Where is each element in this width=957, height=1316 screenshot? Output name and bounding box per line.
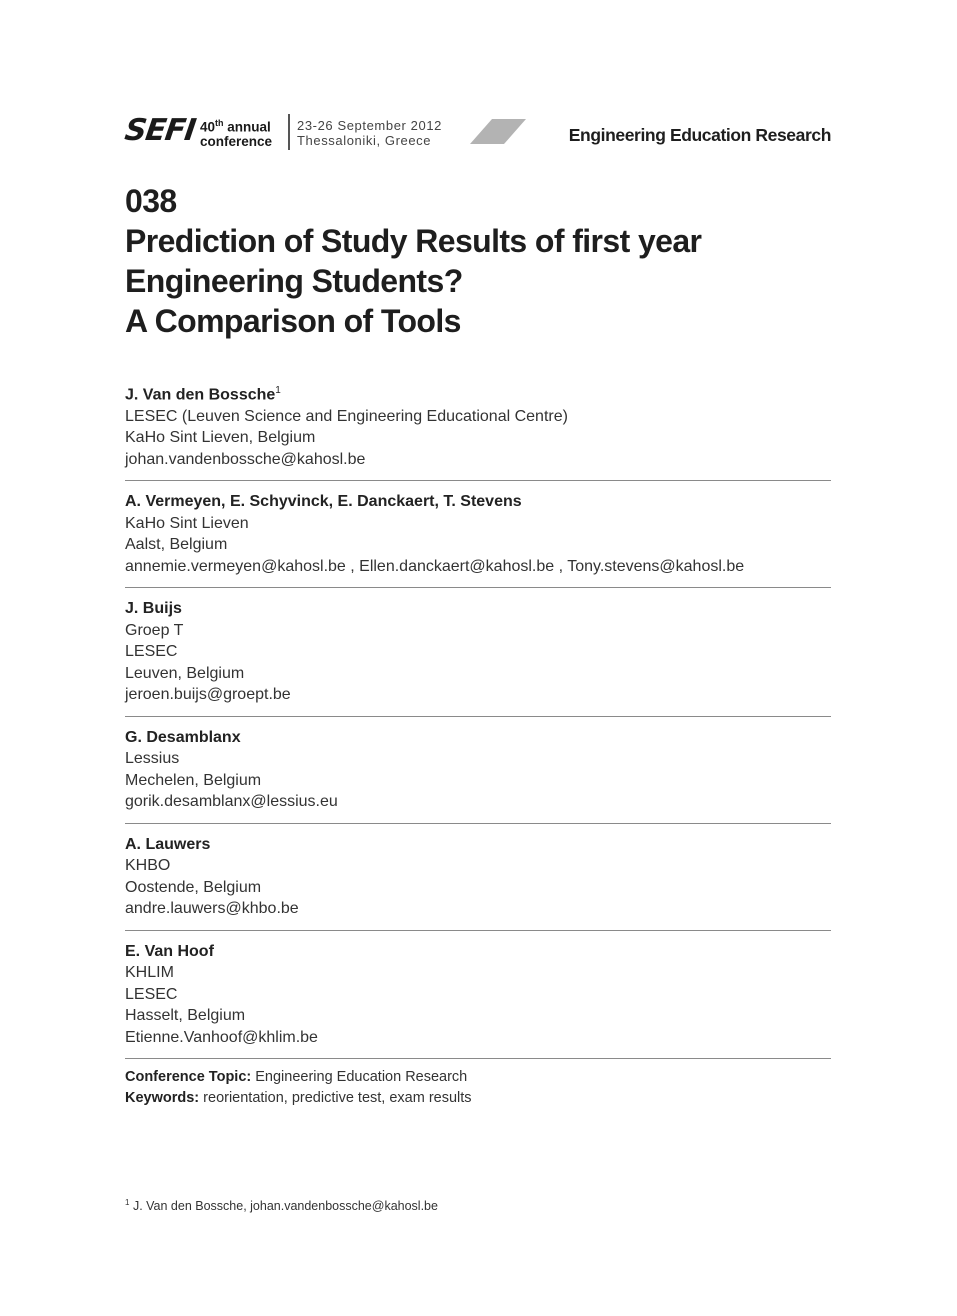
conference-ordinal: 40 (200, 119, 216, 135)
author-affiliation: LESEC (125, 985, 178, 1003)
author-affiliation: LESEC (Leuven Science and Engineering Educational Centre) (125, 407, 568, 425)
author-name-text: A. Vermeyen, E. Schyvinck, E. Danckaert, T. Stevens (125, 493, 522, 511)
author-name (125, 380, 831, 406)
footnote (125, 1198, 438, 1213)
author-divider (125, 823, 831, 824)
conference-annual: annual (227, 119, 271, 135)
author-email: andre.lauwers@khbo.be (125, 900, 299, 918)
title-line-3: A Comparison of Tools (125, 303, 461, 339)
author-affiliation: LESEC (125, 643, 178, 661)
author-divider (125, 716, 831, 717)
author-name (125, 727, 831, 749)
footnote-text: J. Van den Bossche, johan.vandenbossche@kahosl.be (132, 1199, 438, 1214)
author-divider (125, 587, 831, 588)
author-block (125, 834, 831, 920)
paper-title (125, 181, 845, 341)
author-name-text: G. Desamblanx (125, 728, 241, 746)
conference-word: conference (200, 133, 273, 149)
author-name-text: J. Buijs (125, 600, 182, 618)
page-header (122, 108, 831, 158)
topic-label: Conference Topic: (125, 1069, 252, 1085)
author-name (125, 941, 831, 963)
conference-topic (125, 1067, 472, 1088)
author-name-text: J. Van den Bossche (125, 386, 276, 404)
author-name-text: A. Lauwers (125, 835, 211, 853)
author-affiliation: Aalst, Belgium (125, 536, 228, 554)
conference-ordinal-suffix: th (215, 118, 224, 128)
keywords (125, 1088, 472, 1109)
author-email: jeroen.buijs@groept.be (125, 686, 291, 704)
author-name (125, 491, 831, 513)
decorative-parallelogram-icon (470, 119, 526, 144)
author-name-text: E. Van Hoof (125, 942, 214, 960)
title-line-2: Engineering Students? (125, 263, 463, 299)
author-footnote-mark: 1 (275, 385, 281, 396)
author-divider (125, 930, 831, 931)
author-email: Etienne.Vanhoof@khlim.be (125, 1028, 318, 1046)
author-email: gorik.desamblanx@lessius.eu (125, 793, 338, 811)
author-affiliation: Oostende, Belgium (125, 878, 262, 896)
author-block (125, 491, 831, 577)
author-divider (125, 480, 831, 481)
author-email: annemie.vermeyen@kahosl.be , Ellen.danckaert@kahosl.be , Tony.stevens@kahosl.be (125, 557, 745, 575)
author-block (125, 380, 831, 470)
author-block (125, 598, 831, 706)
header-separator (288, 114, 290, 150)
author-list (125, 380, 831, 1069)
author-block (125, 941, 831, 1049)
author-name (125, 598, 831, 620)
author-email: johan.vandenbossche@kahosl.be (125, 450, 366, 468)
author-affiliation: KaHo Sint Lieven, Belgium (125, 429, 316, 447)
author-affiliation: KHLIM (125, 964, 174, 982)
author-name (125, 834, 831, 856)
author-affiliation: Lessius (125, 750, 180, 768)
sefi-logo (122, 113, 198, 148)
sefi-logo-text: SEFI (122, 113, 198, 148)
title-line-1: Prediction of Study Results of first year (125, 223, 702, 259)
author-affiliation: KHBO (125, 857, 171, 875)
conference-info (297, 118, 442, 148)
author-affiliation: Leuven, Belgium (125, 664, 245, 682)
paper-meta (125, 1067, 472, 1109)
paper-number: 038 (125, 183, 177, 219)
author-block (125, 727, 831, 813)
keywords-value: reorientation, predictive test, exam results (203, 1090, 472, 1106)
keywords-label: Keywords: (125, 1090, 200, 1106)
track-title: Engineering Education Research (568, 125, 831, 145)
topic-value: Engineering Education Research (255, 1069, 468, 1085)
footnote-mark: 1 (125, 1198, 130, 1207)
author-affiliation: Mechelen, Belgium (125, 771, 262, 789)
author-divider (125, 1058, 831, 1059)
conference-location: Thessaloniki, Greece (297, 133, 432, 148)
author-affiliation: Hasselt, Belgium (125, 1007, 246, 1025)
author-affiliation: Groep T (125, 621, 184, 639)
conference-dates: 23-26 September 2012 (297, 118, 442, 133)
author-affiliation: KaHo Sint Lieven (125, 514, 249, 532)
conference-label (200, 116, 272, 149)
